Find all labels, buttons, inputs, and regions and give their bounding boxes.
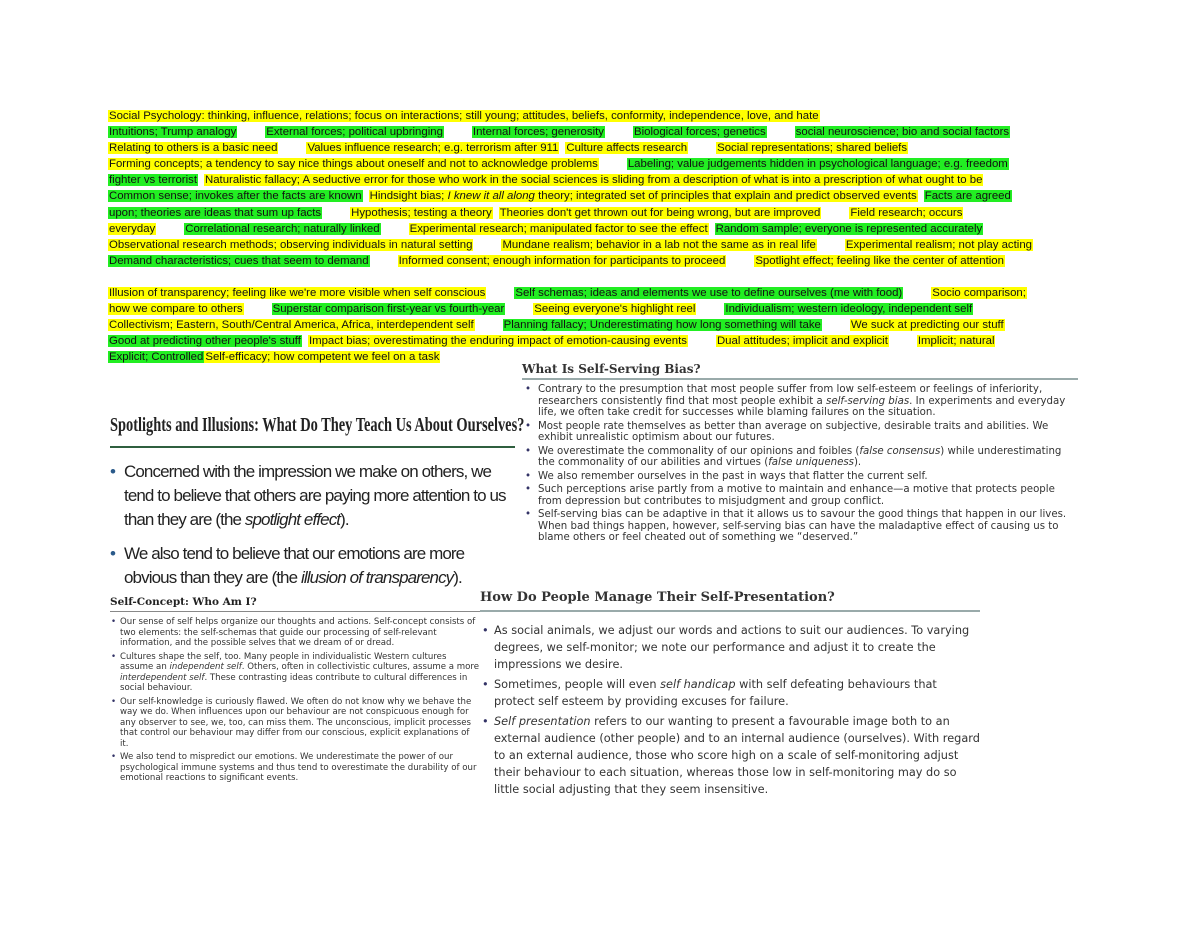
note-item: Planning fallacy; Underestimating how long something will take [503, 319, 821, 332]
list-item: • Our self-knowledge is curiously flawed. We often do not know why we behave the way we do. When influences upon our behaviour are not conspicuous enough for any observer to see, we, too, can miss them. The unconscious, implicit processes that control our behaviour may differ from our conscious, explicit explanations of it. [110, 697, 480, 750]
note-item: Culture affects research [566, 142, 688, 155]
item-text: . In experiments and everyday life, we often take credit for successes while blaming failures on the situation. [538, 395, 1066, 418]
item-text: ) while underestimating the commonality of our abilities and virtues ( [538, 445, 1062, 468]
bullet-list [522, 384, 1078, 544]
item-text: We overestimate the commonality of our opinions and foibles ( [538, 445, 860, 457]
note-item: Hypothesis; testing a theory [351, 206, 492, 219]
note-item: Experimental research; manipulated factor to see the effect [409, 222, 708, 235]
bullet-list [110, 617, 480, 784]
note-text: theory; integrated set of principles that explain and predict observed events [534, 190, 917, 203]
divider [110, 446, 515, 448]
notes-line [108, 253, 1093, 269]
notes-line [108, 205, 1093, 221]
bullet-list [480, 622, 980, 798]
note-item: Observational research methods; observing individuals in natural setting [109, 238, 473, 251]
note-item: Experimental realism; not play acting [845, 238, 1032, 251]
note-item: Naturalistic fallacy; A seductive error for those who work in the social sciences is sliding from a description of what is into a prescription of what ought to be [204, 174, 983, 187]
item-emphasis: false uniqueness [768, 457, 854, 468]
item-text: Sometimes, people will even [494, 678, 661, 691]
notes-line [108, 285, 1093, 301]
item-text: Contrary to the presumption that most people suffer from low self-esteem or feelings of inferiority, researchers consistently find that most people exhibit a [538, 384, 1043, 407]
note-item: Random sample; everyone is represented accurately [715, 222, 983, 235]
note-item: External forces; political upbringing [266, 126, 443, 139]
note-item: Good at predicting other people's stuff [109, 335, 301, 348]
item-emphasis: spotlight effect [244, 510, 341, 529]
note-item: Internal forces; generosity [472, 126, 604, 139]
item-text: refers to our wanting to present a favourable image both to an external audience (other people) and to an internal audience (ourselves). With regard to an external audience, those who score high on a scale of self-monitoring adjust their behaviour to each situation, whereas those low in self-monitoring may do so little social adjusting that they seem insensitive. [494, 715, 980, 796]
notes-line [108, 317, 1093, 333]
list-item: • As social animals, we adjust our words and actions to suit our audiences. To varying degrees, we self-monitor; we note our performance and adjust it to create the impressions we desire. [480, 622, 980, 673]
note-item: Implicit; natural [917, 335, 995, 348]
note-item: Dual attitudes; implicit and explicit [716, 335, 888, 348]
note-item: Socio comparison; [932, 286, 1026, 299]
note-item: Explicit; Controlled [109, 351, 204, 364]
note-item: Field research; occurs [850, 206, 963, 219]
section-heading: Spotlights and Illusions: What Do They Teach Us About Ourselves? [110, 414, 525, 436]
note-item [369, 190, 918, 202]
note-item: Seeing everyone's highlight reel [534, 303, 696, 316]
self-serving-bias-panel [522, 362, 1078, 546]
notes-line [108, 301, 1093, 317]
notes-line [108, 333, 1093, 349]
note-item: Labeling; value judgements hidden in psychological language; e.g. freedom [627, 158, 1008, 171]
item-emphasis: self-serving bias [826, 395, 910, 407]
note-item: Common sense; invokes after the facts are known [109, 190, 362, 203]
spotlights-panel [110, 414, 525, 600]
note-item: Self-efficacy; how competent we feel on a task [205, 351, 440, 364]
item-emphasis: Self presentation [494, 715, 591, 728]
note-item: Values influence research; e.g. terrorism after 911 [307, 142, 559, 155]
list-item [110, 460, 515, 532]
note-item: Illusion of transparency; feeling like we're more visible when self conscious [109, 286, 486, 299]
list-item [480, 676, 980, 710]
note-topic: Social Psychology: thinking, influence, relations; focus on interactions; still young; attitudes, beliefs, conformity, independence, love, and hate [109, 110, 819, 122]
item-emphasis: false consensus [859, 445, 941, 457]
note-item: Informed consent; enough information for participants to proceed [398, 254, 726, 267]
item-text: We also tend to believe that our emotions are more obvious than they are (the [124, 544, 465, 587]
list-item [110, 652, 480, 694]
notes-line [108, 140, 1093, 156]
note-item: We suck at predicting our stuff [850, 319, 1004, 332]
list-item [480, 713, 980, 798]
note-item: everyday [109, 222, 156, 235]
list-item: • Self-serving bias can be adaptive in that it allows us to savour the good things that happen in our lives. When bad things happen, however, self-serving bias can have the maladaptive effect of causing us to blame others or feel cheated out of something we “deserved.” [522, 509, 1078, 544]
note-item: Self schemas; ideas and elements we use to define ourselves (me with food) [515, 286, 903, 299]
section-heading: How Do People Manage Their Self-Presentation? [480, 590, 980, 612]
bullet-list [110, 460, 515, 590]
item-text: Cultures shape the self, too. Many people in individualistic Western cultures assume an [120, 651, 447, 672]
item-emphasis: independent self [169, 662, 242, 672]
item-text: Concerned with the impression we make on others, we tend to believe that others are paying more attention to us than they are (the [124, 462, 506, 529]
section-heading: What Is Self-Serving Bias? [522, 362, 1078, 380]
note-item: Superstar comparison first-year vs fourth-year [272, 303, 505, 316]
list-item: • We also tend to mispredict our emotions. We underestimate the power of our psychological immune systems and thus tend to overestimate the durability of our emotional reactions to significant events. [110, 752, 480, 784]
list-item [110, 542, 515, 590]
note-item: Facts are agreed [924, 190, 1011, 203]
item-text: . These contrasting ideas contribute to cultural differences in social behaviour. [120, 672, 468, 693]
item-text: . Others, often in collectivistic cultures, assume a more [241, 662, 480, 672]
note-item: upon; theories are ideas that sum up facts [109, 206, 322, 219]
item-text: ). [340, 510, 349, 529]
notes-line [108, 108, 1093, 124]
note-item: Individualism; western ideology, independent self [725, 303, 973, 316]
note-item: social neuroscience; bio and social factors [795, 126, 1010, 139]
note-item: Mundane realism; behavior in a lab not the same as in real life [502, 238, 816, 251]
list-item [522, 446, 1078, 469]
item-emphasis: interdependent self [120, 672, 205, 683]
list-item: • We also remember ourselves in the past in ways that flatter the current self. [522, 471, 1078, 483]
notes-line [108, 172, 1093, 188]
item-text: ). [453, 568, 462, 587]
note-item: Impact bias; overestimating the enduring impact of emotion-causing events [308, 335, 687, 348]
note-item: how we compare to others [109, 303, 243, 316]
highlighted-notes [108, 108, 1093, 365]
list-item: • Such perceptions arise partly from a motive to maintain and enhance—a motive that protects people from depression but contributes to misjudgment and group conflict. [522, 484, 1078, 507]
item-emphasis: illusion of transparency [301, 568, 454, 587]
note-item: Demand characteristics; cues that seem to demand [109, 254, 369, 267]
item-text: with self defeating behaviours that protect self esteem by providing excuses for failure. [494, 678, 937, 708]
list-item [522, 384, 1078, 419]
note-text: Hindsight bias; [369, 190, 448, 203]
note-item: Forming concepts; a tendency to say nice things about oneself and not to acknowledge problems [109, 158, 598, 171]
self-presentation-panel [480, 590, 980, 801]
note-item: Spotlight effect; feeling like the center of attention [755, 254, 1004, 267]
notes-line [108, 237, 1093, 253]
note-item: Social representations; shared beliefs [717, 142, 908, 155]
item-emphasis: self handicap [660, 678, 736, 691]
note-item: Correlational research; naturally linked [185, 222, 380, 235]
note-item: Biological forces; genetics [633, 126, 766, 139]
section-heading: Self-Concept: Who Am I? [110, 596, 480, 612]
note-item: fighter vs terrorist [109, 174, 197, 187]
self-concept-panel [110, 596, 480, 787]
note-item: Collectivism; Eastern, South/Central America, Africa, interdependent self [109, 319, 474, 332]
notes-line [108, 156, 1093, 172]
item-text: ). [853, 457, 862, 468]
notes-line [108, 124, 1093, 140]
note-emphasis: I knew it all along [447, 190, 535, 203]
list-item: • Most people rate themselves as better than average on subjective, desirable traits and abilities. We exhibit unrealistic optimism about our futures. [522, 421, 1078, 444]
notes-line [108, 188, 1093, 204]
notes-line [108, 221, 1093, 237]
list-item: • Our sense of self helps organize our thoughts and actions. Self-concept consists of two elements: the self-schemas that guide our processing of self-relevant information, and the possible selves that we dream of or dread. [110, 617, 480, 649]
note-item: Relating to others is a basic need [109, 142, 278, 155]
note-item: Intuitions; Trump analogy [109, 126, 237, 139]
note-item: Theories don't get thrown out for being wrong, but are improved [499, 206, 821, 219]
